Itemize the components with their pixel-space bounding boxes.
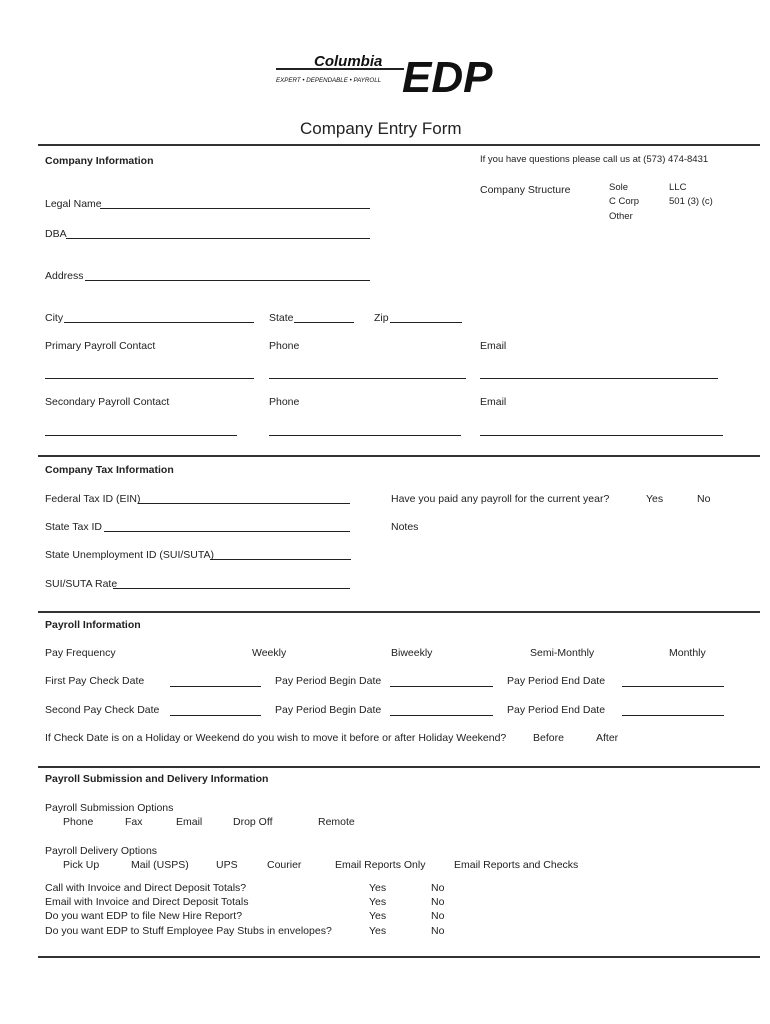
paid-payroll-no[interactable]: No [697, 493, 711, 505]
holiday-before-option[interactable]: Before [533, 732, 564, 744]
address-field[interactable] [85, 280, 370, 281]
submission-fax[interactable]: Fax [125, 816, 143, 828]
sui-rate-label: SUI/SUTA Rate [45, 578, 118, 590]
federal-tax-id-label: Federal Tax ID (EIN) [45, 493, 141, 505]
structure-option-sole[interactable]: Sole [609, 182, 629, 193]
first-period-begin-field[interactable] [390, 686, 493, 687]
first-check-date-label: First Pay Check Date [45, 675, 145, 687]
question-call-invoice-yes[interactable]: Yes [369, 882, 387, 894]
delivery-ups[interactable]: UPS [216, 859, 238, 871]
question-new-hire-yes[interactable]: Yes [369, 910, 387, 922]
question-email-invoice-yes[interactable]: Yes [369, 896, 387, 908]
second-period-end-field[interactable] [622, 715, 724, 716]
divider-top [38, 144, 760, 146]
primary-email-field[interactable] [480, 378, 718, 379]
holiday-after-option[interactable]: After [596, 732, 619, 744]
second-check-date-field[interactable] [170, 715, 261, 716]
pay-frequency-label: Pay Frequency [45, 647, 116, 659]
section-heading-payroll-info: Payroll Information [45, 619, 141, 631]
legal-name-label: Legal Name [45, 198, 102, 210]
first-period-begin-label: Pay Period Begin Date [275, 675, 382, 687]
structure-option-501c3[interactable]: 501 (3) (c) [669, 196, 713, 207]
secondary-phone-label: Phone [269, 396, 300, 408]
submission-email[interactable]: Email [176, 816, 203, 828]
primary-contact-field[interactable] [45, 378, 254, 379]
question-stuff-paystubs-no[interactable]: No [431, 925, 445, 937]
contact-note: If you have questions please call us at (573) 474-8431 [480, 154, 709, 165]
frequency-weekly[interactable]: Weekly [252, 647, 287, 659]
sui-label: State Unemployment ID (SUI/SUTA) [45, 549, 215, 561]
zip-field[interactable] [390, 322, 462, 323]
section-heading-submission-info: Payroll Submission and Delivery Information [45, 773, 269, 785]
logo-tagline: EXPERT • DEPENDABLE • PAYROLL [276, 77, 382, 84]
submission-options-label: Payroll Submission Options [45, 802, 174, 814]
frequency-monthly[interactable]: Monthly [669, 647, 706, 659]
second-period-end-label: Pay Period End Date [507, 704, 606, 716]
question-new-hire: Do you want EDP to file New Hire Report? [45, 910, 243, 922]
sui-rate-field[interactable] [113, 588, 350, 589]
structure-option-llc[interactable]: LLC [669, 182, 687, 193]
company-structure-label: Company Structure [480, 184, 571, 196]
holiday-question: If Check Date is on a Holiday or Weekend do you wish to move it before or after Holiday Weekend? [45, 732, 507, 744]
state-tax-id-field[interactable] [104, 531, 350, 532]
federal-tax-id-field[interactable] [138, 503, 350, 504]
logo-brand-big: EDP [402, 53, 493, 100]
question-email-invoice-no[interactable]: No [431, 896, 445, 908]
first-check-date-field[interactable] [170, 686, 261, 687]
second-period-begin-field[interactable] [390, 715, 493, 716]
divider-payroll [38, 611, 760, 613]
question-new-hire-no[interactable]: No [431, 910, 445, 922]
dba-label: DBA [45, 228, 67, 240]
dba-field[interactable] [66, 238, 370, 239]
state-tax-id-label: State Tax ID [45, 521, 103, 533]
first-period-end-label: Pay Period End Date [507, 675, 606, 687]
delivery-mail[interactable]: Mail (USPS) [131, 859, 189, 871]
structure-option-ccorp[interactable]: C Corp [609, 196, 640, 207]
secondary-email-field[interactable] [480, 435, 723, 436]
primary-phone-label: Phone [269, 340, 300, 352]
divider-tax [38, 455, 760, 457]
divider-bottom [38, 956, 760, 958]
first-period-end-field[interactable] [622, 686, 724, 687]
legal-name-field[interactable] [100, 208, 370, 209]
second-check-date-label: Second Pay Check Date [45, 704, 160, 716]
address-label: Address [45, 270, 84, 282]
primary-contact-label: Primary Payroll Contact [45, 340, 156, 352]
page-title: Company Entry Form [300, 119, 462, 138]
second-period-begin-label: Pay Period Begin Date [275, 704, 382, 716]
question-call-invoice: Call with Invoice and Direct Deposit Totals? [45, 882, 247, 894]
delivery-pickup[interactable]: Pick Up [63, 859, 100, 871]
question-email-invoice: Email with Invoice and Direct Deposit Totals [45, 896, 249, 908]
question-stuff-paystubs: Do you want EDP to Stuff Employee Pay Stubs in envelopes? [45, 925, 332, 937]
secondary-contact-field[interactable] [45, 435, 237, 436]
delivery-courier[interactable]: Courier [267, 859, 302, 871]
delivery-email-reports[interactable]: Email Reports Only [335, 859, 426, 871]
logo-brand-top: Columbia [314, 53, 383, 70]
question-call-invoice-no[interactable]: No [431, 882, 445, 894]
sui-field[interactable] [210, 559, 351, 560]
zip-label: Zip [374, 312, 389, 324]
frequency-biweekly[interactable]: Biweekly [391, 647, 433, 659]
primary-phone-field[interactable] [269, 378, 466, 379]
section-heading-tax-info: Company Tax Information [45, 464, 174, 476]
secondary-email-label: Email [480, 396, 507, 408]
structure-option-other[interactable]: Other [609, 211, 633, 222]
secondary-contact-label: Secondary Payroll Contact [45, 396, 170, 408]
divider-submission [38, 766, 760, 768]
section-heading-company-info: Company Information [45, 155, 154, 167]
notes-label: Notes [391, 521, 419, 533]
submission-remote[interactable]: Remote [318, 816, 355, 828]
columbia-edp-logo [276, 50, 498, 100]
delivery-email-reports-checks[interactable]: Email Reports and Checks [454, 859, 579, 871]
city-label: City [45, 312, 64, 324]
state-label: State [269, 312, 294, 324]
submission-phone[interactable]: Phone [63, 816, 94, 828]
paid-payroll-question: Have you paid any payroll for the current year? [391, 493, 610, 505]
primary-email-label: Email [480, 340, 507, 352]
secondary-phone-field[interactable] [269, 435, 461, 436]
question-stuff-paystubs-yes[interactable]: Yes [369, 925, 387, 937]
frequency-semimonthly[interactable]: Semi-Monthly [530, 647, 595, 659]
state-field[interactable] [294, 322, 354, 323]
submission-dropoff[interactable]: Drop Off [233, 816, 273, 828]
delivery-options-label: Payroll Delivery Options [45, 845, 158, 857]
city-field[interactable] [64, 322, 254, 323]
paid-payroll-yes[interactable]: Yes [646, 493, 664, 505]
